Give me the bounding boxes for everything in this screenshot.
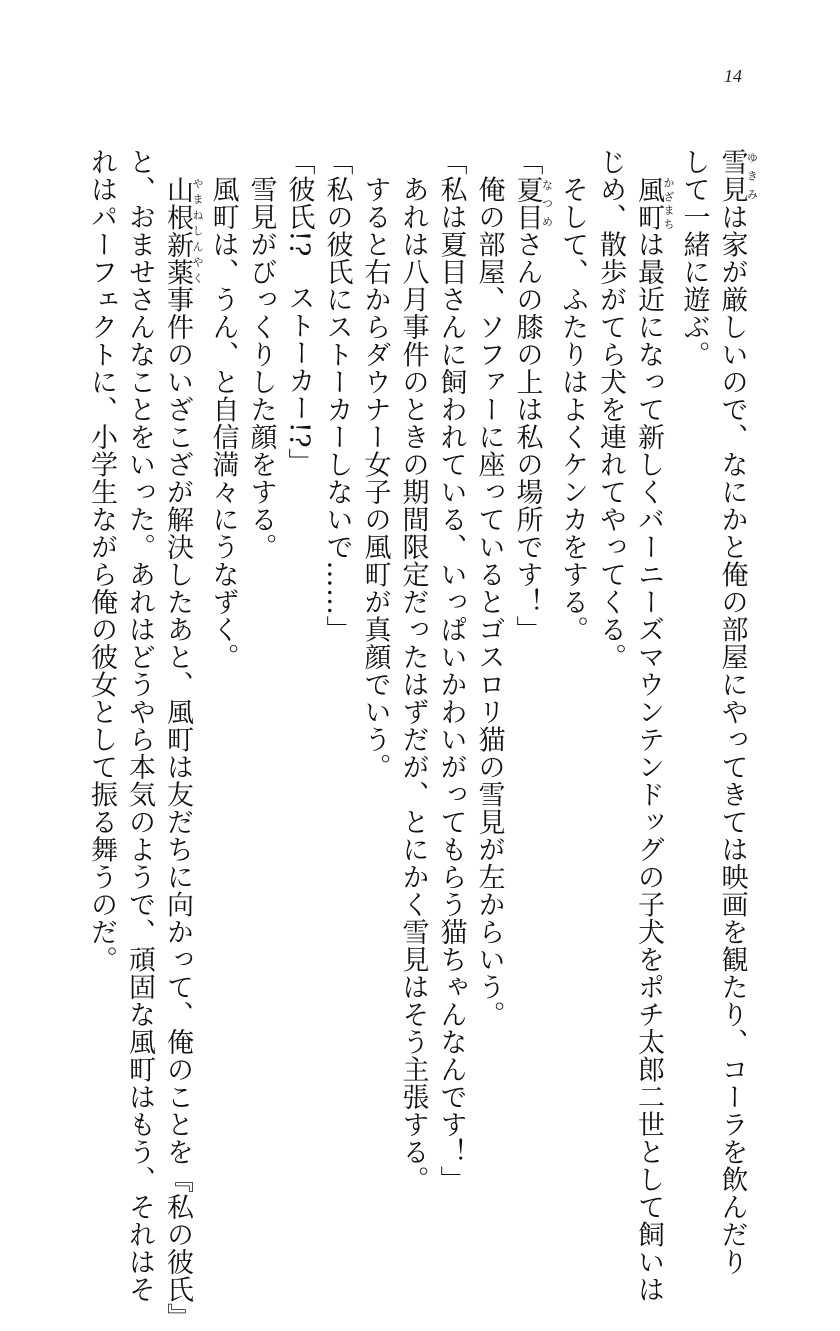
text-segment: じめ、散歩がてら犬を連れてやってくる。 <box>595 148 626 671</box>
text-line <box>356 148 394 1108</box>
text-line <box>432 148 470 1193</box>
text-line <box>318 148 356 1108</box>
text-line <box>675 148 713 1108</box>
ruby-base: 夏目 <box>511 175 543 231</box>
ruby-word <box>633 175 675 231</box>
text-segment: 「彼氏!? ストーカー!?」 <box>283 148 315 476</box>
ruby-reading: やまねしんやく <box>191 175 204 286</box>
text-line <box>242 148 280 1108</box>
text-segment <box>162 148 193 176</box>
text-segment: 雪見がびっくりした顔をする。 <box>245 148 277 561</box>
text-segment: あれは八月事件のときの期間限定だったはずだが、とにかく雪見はそう主張する。 <box>397 148 429 1193</box>
text-line <box>713 148 759 1276</box>
text-segment: 「 <box>511 148 543 176</box>
text-line <box>158 148 204 1331</box>
text-segment: 事件のいざこざが解決したあと、風町は友だちに向かって、俺のことを『私の彼氏』 <box>162 285 193 1331</box>
ruby-word <box>716 148 759 203</box>
text-line <box>629 148 675 1303</box>
text-line <box>204 148 242 1108</box>
text-line <box>508 148 554 1108</box>
text-segment: 風町は、うん、と自信満々にうなずく。 <box>207 148 239 671</box>
text-line <box>120 148 158 1303</box>
text-line <box>470 148 508 1108</box>
text-segment: そして、ふたりはよくケンカをする。 <box>557 148 588 643</box>
text-segment: さんの膝の上は私の場所です！」 <box>511 230 543 643</box>
text-segment: は家が厳しいので、なにかと俺の部屋にやってきては映画を観たり、コーラを飲んだり <box>716 203 748 1276</box>
ruby-base: 山根新薬 <box>162 175 193 286</box>
ruby-word <box>162 175 204 286</box>
ruby-word <box>511 175 554 231</box>
ruby-reading: かざまち <box>662 175 675 231</box>
text-segment: 「私の彼氏にストーカーしないで……」 <box>321 148 353 643</box>
text-segment: れはパーフェクトに、小学生ながら俺の彼女として振る舞うのだ。 <box>86 148 117 973</box>
ruby-reading: なつめ <box>540 175 554 231</box>
text-line <box>394 148 432 1193</box>
text-line <box>591 148 629 1108</box>
novel-text-block <box>82 148 759 1331</box>
ruby-base: 風町 <box>633 175 664 231</box>
page-number: 14 <box>724 66 742 86</box>
text-segment: 「私は夏目さんに飼われている、いっぱいかわいがってもらう猫ちゃんなんです！」 <box>435 148 467 1193</box>
text-segment: は最近になって新しくバーニーズマウンテンドッグの子犬をポチ太郎二世として飼いは <box>633 230 664 1303</box>
ruby-reading: ゆきみ <box>745 148 759 203</box>
ruby-base: 雪見 <box>716 148 748 203</box>
text-segment: と、おませさんなことをいった。あれはどうやら本気のようで、頑固な風町はもう、それはそ <box>124 148 155 1303</box>
text-segment: 俺の部屋、ソファーに座っているとゴスロリ猫の雪見が左からいう。 <box>473 148 505 1028</box>
text-line <box>280 148 318 1108</box>
text-segment <box>633 148 664 176</box>
text-segment: して一緒に遊ぶ。 <box>678 148 710 368</box>
text-segment: すると右からダウナー女子の風町が真顔でいう。 <box>359 148 391 781</box>
text-line <box>553 148 591 1108</box>
text-line <box>82 148 120 1108</box>
